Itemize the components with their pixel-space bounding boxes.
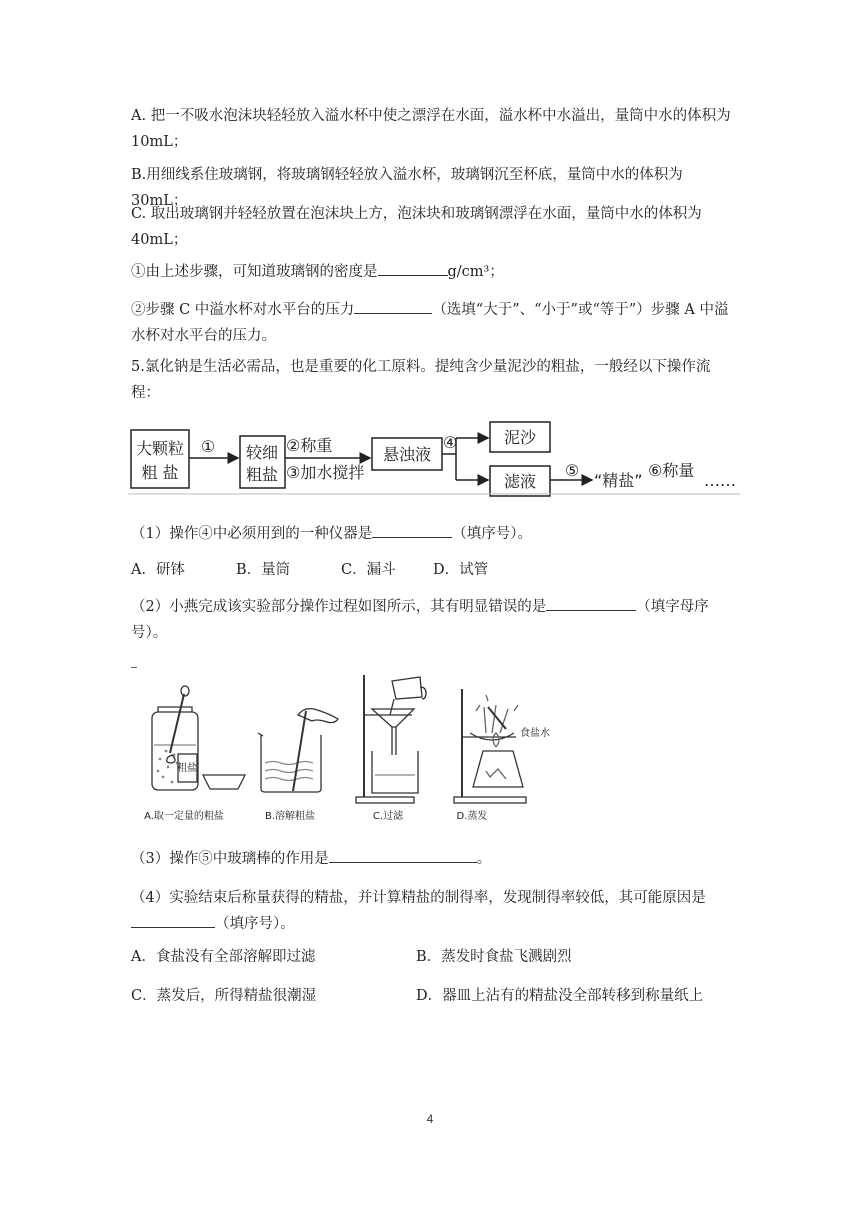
flow-box2-line2: 粗盐 — [245, 465, 279, 484]
option-d[interactable]: D．试管 — [433, 562, 489, 578]
sub-question-3-text: （3）操作⑤中玻璃棒的作用是 — [131, 851, 329, 867]
process-flowchart — [128, 418, 740, 500]
flow-step5: ⑤ — [564, 461, 580, 480]
flow-box4: 泥沙 — [503, 428, 537, 447]
sub-question-4-options-row2 — [131, 983, 736, 1009]
flow-box5: 滤液 — [503, 472, 537, 491]
flow-box2-line1: 较细 — [245, 443, 279, 462]
sub-question-2-post: （填字母序号）。 — [131, 599, 709, 641]
answer-blank-sub4[interactable] — [131, 913, 215, 928]
sub-question-1-text: （1）操作④中必须用到的一种仪器是 — [131, 526, 373, 542]
flow-box1-line1: 大颗粒 — [135, 439, 185, 458]
question-pressure — [131, 297, 736, 349]
figure-label-a: A.取一定量的粗盐 — [144, 811, 224, 822]
salt-water-label: 食盐水 — [520, 728, 550, 739]
option-a[interactable]: A．食盐没有全部溶解即过滤 — [131, 949, 316, 965]
figure-label-c: C.过滤 — [372, 811, 404, 822]
flow-step4: ④ — [442, 433, 458, 452]
option-a[interactable]: A．研钵 — [131, 562, 185, 578]
sub-question-4-post: （填序号）。 — [215, 916, 295, 932]
sub-question-4 — [131, 885, 736, 937]
option-d[interactable]: D．器皿上沾有的精盐没全部转移到称量纸上 — [416, 988, 704, 1004]
flow-ellipsis: …… — [704, 471, 736, 490]
question-5-intro: 5.氯化钠是生活必需品，也是重要的化工原料。提纯含少量泥沙的粗盐，一般经以下操作流程： — [131, 359, 711, 401]
figure-label-b: B.溶解粗盐 — [264, 811, 316, 822]
answer-blank-pressure[interactable] — [354, 299, 432, 314]
sub-question-1 — [131, 521, 736, 547]
density-unit: g/cm³； — [447, 264, 504, 280]
sub-question-1-options — [131, 557, 736, 583]
experiment-figure — [128, 667, 558, 827]
page-number: 4 — [426, 1112, 434, 1126]
sub-question-3 — [131, 846, 736, 872]
flow-step6: ⑥称量 — [648, 461, 695, 480]
sub-question-3-post: 。 — [476, 851, 492, 867]
sub-question-4-text: （4）实验结束后称量获得的精盐，并计算精盐的制得率，发现制得率较低，其可能原因是 — [131, 890, 706, 906]
flow-box3: 悬浊液 — [382, 445, 432, 464]
evaporation-illustration — [454, 689, 526, 803]
sub-question-4-options-row1 — [131, 944, 736, 970]
beaker-illustration — [258, 709, 338, 792]
flow-step2: ②称重 — [286, 436, 333, 455]
flow-step3: ③加水搅拌 — [286, 463, 365, 482]
answer-blank-sub2[interactable] — [546, 596, 636, 611]
answer-blank-sub3[interactable] — [329, 848, 477, 863]
option-b[interactable]: B．蒸发时食盐飞溅剧烈 — [416, 949, 572, 965]
evaporating-dish — [203, 775, 245, 789]
option-c[interactable]: C．蒸发后，所得精盐很潮湿 — [131, 988, 317, 1004]
jar-label: 粗盐 — [177, 763, 197, 774]
figure-label-d: D.蒸发 — [456, 811, 488, 822]
flow-step1: ① — [200, 437, 216, 456]
sub-question-1-post: （填序号）。 — [452, 526, 532, 542]
answer-blank-sub1[interactable] — [372, 523, 452, 538]
question-pressure-post: （选填“大于”、“小于”或“等于”）步骤 A 中溢水杯对水平台的压力。 — [131, 302, 729, 344]
question-pressure-text: ②步骤 C 中溢水杯对水平台的压力 — [131, 302, 355, 318]
jar-illustration — [152, 686, 198, 790]
flow-product: “精盐” — [594, 471, 643, 490]
filtration-illustration — [356, 675, 426, 803]
flow-box1-line2: 粗 盐 — [141, 463, 179, 482]
option-b[interactable]: B．量筒 — [236, 562, 291, 578]
question-density — [131, 259, 736, 285]
answer-blank-density[interactable] — [378, 261, 448, 276]
paragraph-step-c: C. 取出玻璃钢并轻轻放置在泡沫块上方，泡沫块和玻璃钢漂浮在水面，量筒中水的体积为 40mL； — [131, 206, 702, 248]
sub-question-2 — [131, 594, 736, 646]
paragraph-step-a: A. 把一不吸水泡沫块轻轻放入溢水杯中使之漂浮在水面，溢水杯中水溢出，量筒中水的体积为 10mL； — [131, 108, 731, 150]
sub-question-2-text: （2）小燕完成该实验部分操作过程如图所示，其有明显错误的是 — [131, 599, 547, 615]
option-c[interactable]: C．漏斗 — [341, 562, 396, 578]
question-density-text: ①由上述步骤，可知道玻璃钢的密度是 — [131, 264, 378, 280]
paragraph-step-b: B.用细线系住玻璃钢，将玻璃钢轻轻放入溢水杯，玻璃钢沉至杯底，量筒中水的体积为 30mL； — [131, 167, 683, 209]
